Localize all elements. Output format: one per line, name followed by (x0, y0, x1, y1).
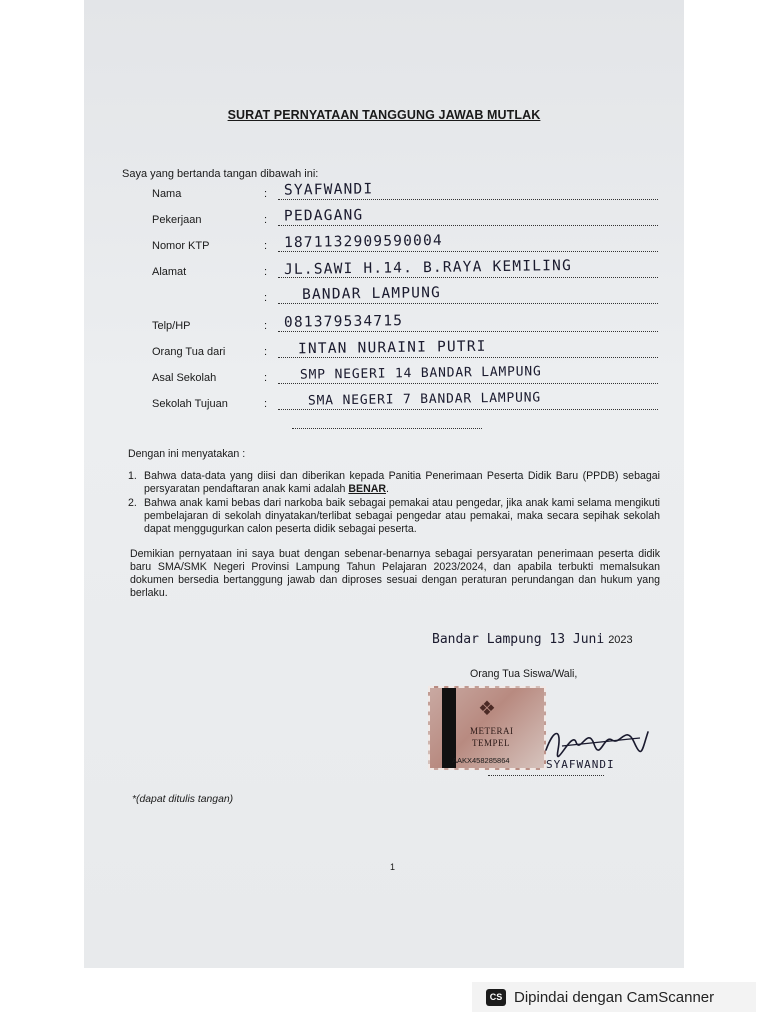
footnote: *(dapat ditulis tangan) (132, 794, 234, 805)
field-label: Pekerjaan (152, 214, 202, 226)
dotted-line (278, 303, 658, 304)
field-colon: : (264, 266, 268, 278)
field-label: Asal Sekolah (152, 372, 217, 384)
field-value-handwritten: JL.SAWI H.14. B.RAYA KEMILING (283, 257, 573, 279)
page-number: 1 (390, 862, 396, 872)
place-date (432, 632, 633, 647)
stamp-line-2: TEMPEL (472, 738, 510, 748)
dotted-line (488, 775, 604, 776)
stamp-line-1: METERAI (470, 726, 514, 736)
field-colon: : (264, 320, 268, 332)
stamp-serial: AAKX458285864 (452, 756, 510, 765)
statement-list (128, 470, 660, 537)
field-label: Nomor KTP (152, 240, 210, 252)
field-label: Nama (152, 188, 182, 200)
dotted-line (278, 357, 658, 358)
list-text: Bahwa data-data yang diisi dan diberikan kepada Panitia Penerimaan Peserta Didik Baru (PPDB) sebagai persyaratan pendaftaran anak kami adalah (144, 470, 660, 495)
list-text-end: . (386, 483, 389, 495)
field-row-orang-tua (152, 338, 652, 362)
closing-paragraph: Demikian pernyataan ini saya buat dengan sebenar-benarnya sebagai persyaratan penerimaan peserta didik baru SMA/SMK Negeri Provinsi Lampung Tahun Pelajaran 2023/2024, dan apabila terbukti memalsukan dokumen bersedia bertanggung jawab dan diproses sesuai dengan peraturan perundangan dan hukum yang berlaku. (130, 548, 660, 599)
intro-text: Saya yang bertanda tangan dibawah ini: (122, 168, 319, 180)
field-colon: : (264, 398, 268, 410)
field-colon: : (264, 292, 268, 304)
field-value-handwritten: 1871132909590004 (283, 232, 443, 252)
document-title: SURAT PERNYATAAN TANGGUNG JAWAB MUTLAK (227, 108, 541, 122)
field-label: Telp/HP (152, 320, 191, 332)
field-value-handwritten: INTAN NURAINI PUTRI (297, 338, 487, 358)
field-value-handwritten: SYAFWANDI (283, 181, 374, 199)
field-row-nama (152, 181, 652, 204)
field-row-nomor-ktp (152, 232, 652, 256)
field-row-pekerjaan (152, 207, 652, 230)
field-value-handwritten: SMA NEGERI 7 BANDAR LAMPUNG (307, 390, 542, 409)
field-row-alamat-2 (152, 285, 652, 308)
dotted-line (292, 428, 482, 429)
field-value-handwritten: SMP NEGERI 14 BANDAR LAMPUNG (299, 364, 542, 383)
field-colon: : (264, 240, 268, 252)
field-row-alamat (152, 257, 652, 282)
list-number: 1. (128, 470, 137, 482)
list-text: Bahwa anak kami bebas dari narkoba baik sebagai pemakai atau pengedar, jika anak kami selama mengikuti pembelajaran di sekolah dinyatakan/terlibat sebagai pengedar atau pemakai, maka secara sepihak sekolah dapat menggugurkan calon peserta didik sebagai peserta. (144, 497, 660, 535)
garuda-emblem-icon: ❖ (478, 698, 496, 720)
dotted-line (278, 225, 658, 226)
camscanner-logo-icon: CS (486, 989, 506, 1006)
camscanner-text: Dipindai dengan CamScanner (514, 988, 715, 1006)
field-value-handwritten: 081379534715 (283, 313, 404, 331)
field-row-asal-sekolah (152, 364, 652, 388)
field-row-telp (152, 313, 652, 336)
field-colon: : (264, 214, 268, 226)
field-label: Sekolah Tujuan (152, 398, 228, 410)
signature-icon (542, 720, 652, 760)
list-item (128, 470, 660, 496)
field-colon: : (264, 188, 268, 200)
field-row-sekolah-tujuan (152, 390, 652, 414)
list-item (128, 497, 660, 536)
field-label: Alamat (152, 266, 187, 278)
place-date-handwritten: Bandar Lampung 13 Juni (432, 632, 605, 647)
camscanner-watermark (472, 982, 756, 1012)
field-colon: : (264, 346, 268, 358)
dotted-line (278, 409, 658, 410)
year: 2023 (608, 634, 633, 646)
field-value-handwritten: BANDAR LAMPUNG (301, 285, 442, 303)
list-number: 2. (128, 497, 137, 509)
field-label: Orang Tua dari (152, 346, 226, 358)
field-colon: : (264, 372, 268, 384)
dotted-line (278, 251, 658, 252)
document-page (84, 0, 684, 968)
emphasis-text: BENAR (348, 483, 387, 495)
field-value-handwritten: PEDAGANG (283, 207, 364, 225)
statement-intro: Dengan ini menyatakan : (128, 448, 246, 460)
dotted-line (278, 199, 658, 200)
signer-name-handwritten: SYAFWANDI (546, 758, 615, 771)
meterai-stamp (428, 686, 546, 770)
signer-role: Orang Tua Siswa/Wali, (470, 668, 578, 680)
dotted-line (278, 331, 658, 332)
dotted-line (278, 383, 658, 384)
